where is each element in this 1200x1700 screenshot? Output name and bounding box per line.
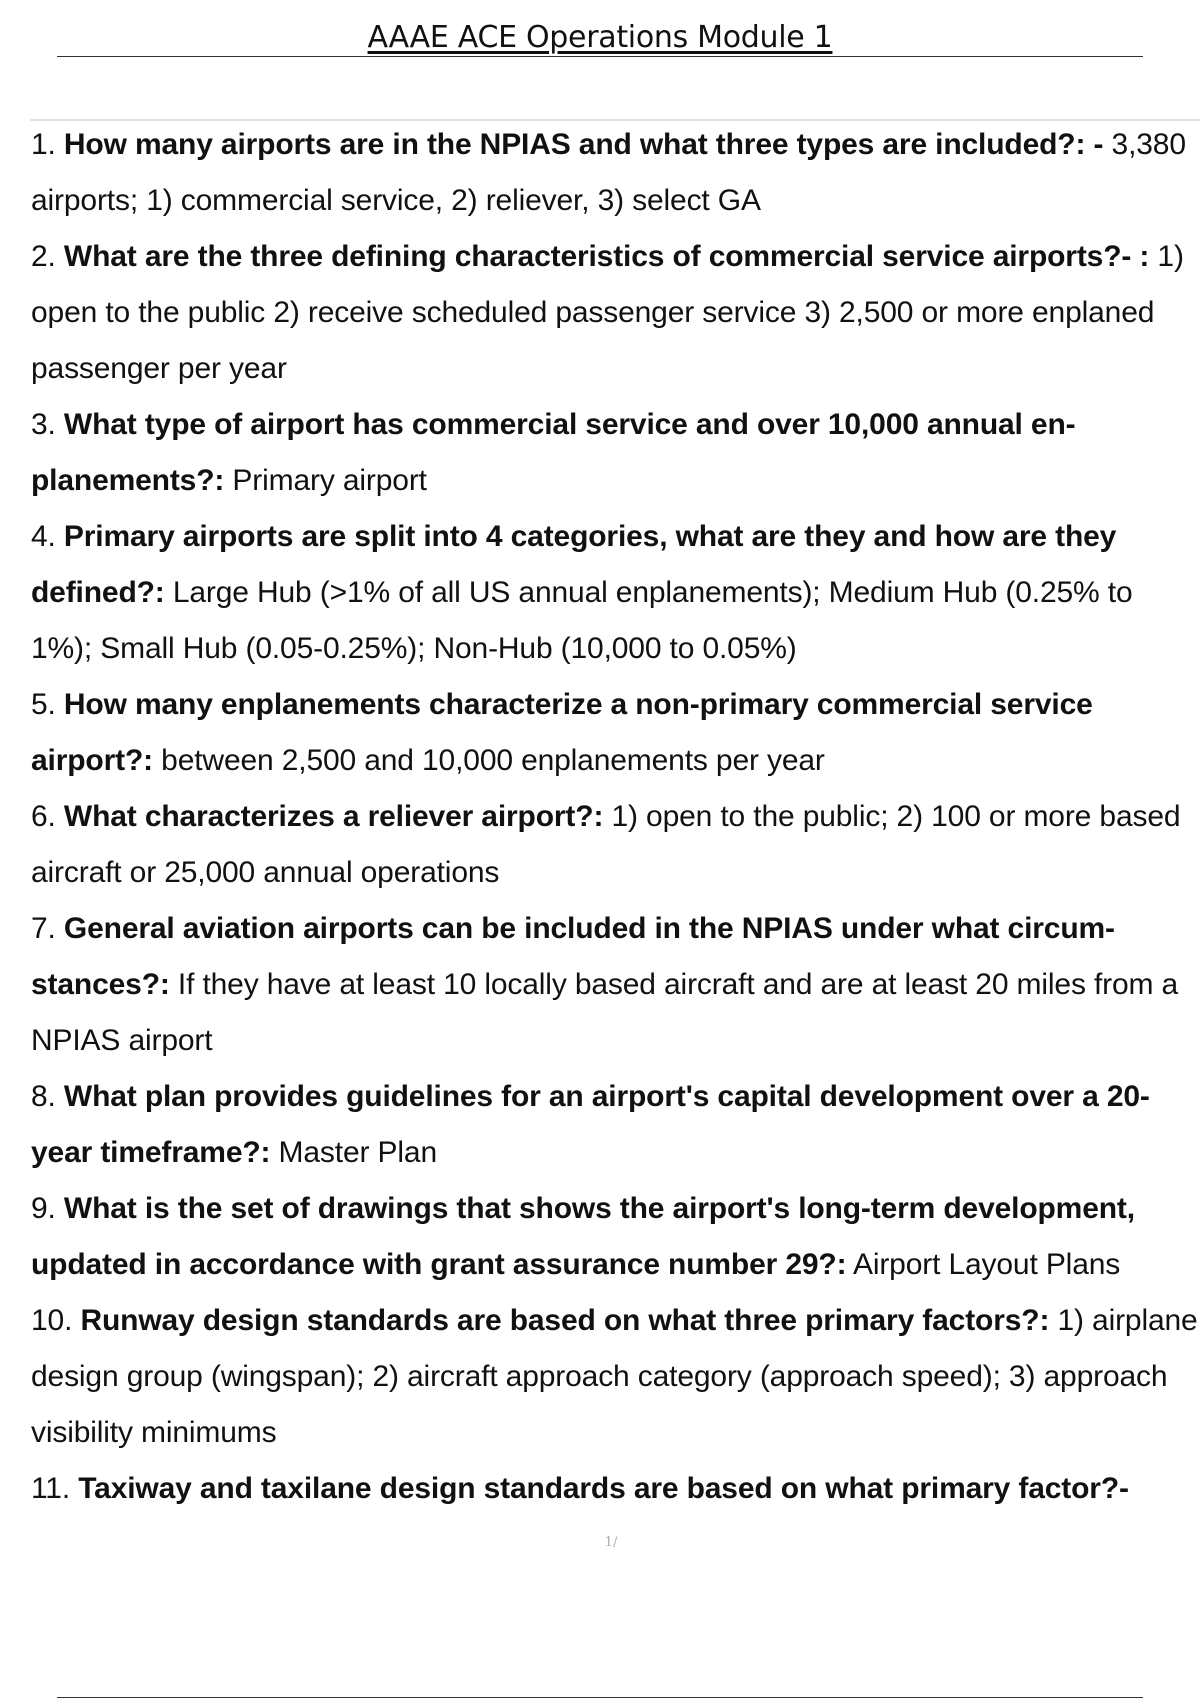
qa-item-2 xyxy=(31,229,1200,397)
qa-item-10 xyxy=(31,1293,1200,1461)
qa-number: 3. xyxy=(31,408,56,441)
footer-rule xyxy=(57,1697,1143,1698)
qa-answer: If they have at least 10 locally based aircraft and are at least 20 miles from a NPIAS airport xyxy=(31,968,1179,1057)
qa-number: 4. xyxy=(31,520,56,553)
qa-answer: 1) open to the public; 2) 100 or more based aircraft or 25,000 annual operations xyxy=(31,800,1181,889)
qa-question: How many airports are in the NPIAS and what three types are included?: - xyxy=(63,128,1104,161)
qa-item-5 xyxy=(31,677,1200,789)
qa-question: What are the three defining characteristics of commercial service airports?- : xyxy=(63,240,1150,273)
qa-question: What characterizes a reliever airport?: xyxy=(63,800,604,833)
qa-question: Runway design standards are based on what three primary factors?: xyxy=(80,1304,1050,1337)
qa-question: What plan provides guidelines for an airport's capital development over a 20-year timeframe?: xyxy=(31,1080,1150,1169)
qa-answer: Airport Layout Plans xyxy=(846,1248,1121,1281)
qa-question: Taxiway and taxilane design standards are based on what primary factor?- xyxy=(78,1472,1129,1505)
qa-item-3 xyxy=(31,397,1200,509)
page-title-container xyxy=(57,18,1143,58)
qa-answer: 1) airplane design group (wingspan); 2) aircraft approach category (approach speed); 3) approach visibility minimums xyxy=(31,1304,1198,1449)
qa-number: 7. xyxy=(31,912,56,945)
qa-item-1 xyxy=(31,117,1200,229)
qa-answer: 1) open to the public 2) receive scheduled passenger service 3) 2,500 or more enplaned passenger per year xyxy=(31,240,1184,385)
page-number: 1/ xyxy=(604,1535,618,1550)
qa-number: 5. xyxy=(31,688,56,721)
qa-item-9 xyxy=(31,1181,1200,1293)
qa-question: What is the set of drawings that shows the airport's long-term development, updated in accordance with grant assurance number 29?: xyxy=(31,1192,1135,1281)
qa-number: 9. xyxy=(31,1192,56,1225)
qa-answer: Large Hub (>1% of all US annual enplanements); Medium Hub (0.25% to 1%); Small Hub (0.05-0.25%); Non-Hub (10,000 to 0.05%) xyxy=(31,576,1133,665)
qa-number: 10. xyxy=(31,1304,73,1337)
qa-number: 1. xyxy=(31,128,56,161)
qa-number: 6. xyxy=(31,800,56,833)
qa-item-11 xyxy=(31,1461,1200,1517)
qa-question: General aviation airports can be included in the NPIAS under what circum- stances?: xyxy=(31,912,1115,1001)
qa-number: 2. xyxy=(31,240,56,273)
qa-item-6 xyxy=(31,789,1200,901)
qa-list xyxy=(31,117,1200,1517)
qa-question: How many enplanements characterize a non-primary commercial service airport?: xyxy=(31,688,1093,777)
qa-item-4 xyxy=(31,509,1200,677)
qa-number: 8. xyxy=(31,1080,56,1113)
qa-answer: between 2,500 and 10,000 enplanements per year xyxy=(152,744,825,777)
qa-item-7 xyxy=(31,901,1200,1069)
qa-item-8 xyxy=(31,1069,1200,1181)
qa-answer: Master Plan xyxy=(270,1136,437,1169)
page-title: AAAE ACE Operations Module 1 xyxy=(367,20,833,55)
qa-number: 11. xyxy=(31,1472,71,1505)
qa-answer: Primary airport xyxy=(224,464,427,497)
qa-question: Primary airports are split into 4 categories, what are they and how are they defined?: xyxy=(31,520,1117,609)
qa-question: What type of airport has commercial service and over 10,000 annual en- planements?: xyxy=(31,408,1076,497)
title-rule xyxy=(57,56,1143,57)
qa-answer: 3,380 airports; 1) commercial service, 2) reliever, 3) select GA xyxy=(31,128,1186,217)
